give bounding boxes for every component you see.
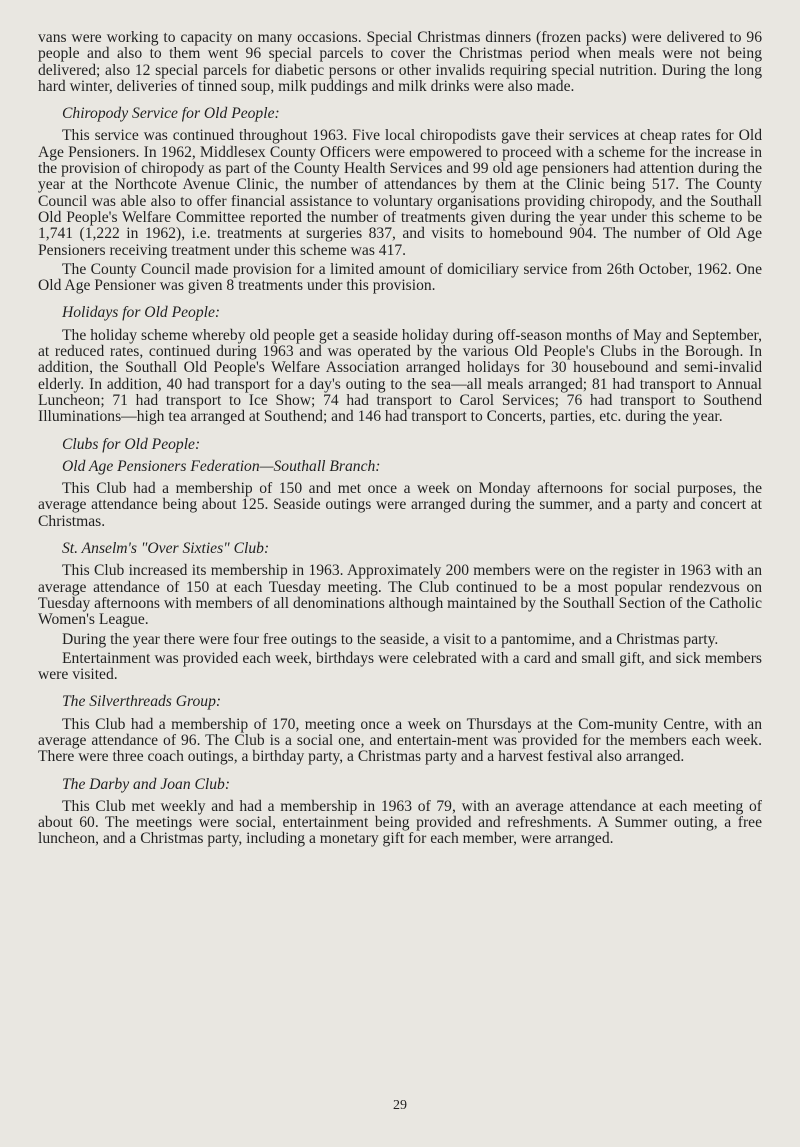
section-paragraph: This Club met weekly and had a membership in 1963 of 79, with an average attendance at each meeting of about 60. The meetings were social, entertainment being provided and refreshments. A Summer outing, a free luncheon, and a Christmas party, including a monetary gift for each member, were arranged. — [38, 797, 762, 848]
section-paragraph: This Club increased its membership in 1963. Approximately 200 members were on the register in 1963 with an average attendance of 150 at each Tuesday meeting. The Club continued to be a most popular rendezvous on Tuesday afternoons with members of all denominations although maintained by the Southall Section of the Catholic Women's League. — [38, 562, 762, 629]
section-paragraph: The County Council made provision for a limited amount of domiciliary service from 26th October, 1962. One Old Age Pensioner was given 8 treatments under this provision. — [38, 260, 762, 295]
section-paragraph: During the year there were four free outings to the seaside, a visit to a pantomime, and a Christmas party. — [62, 630, 719, 648]
section-paragraph: This service was continued throughout 1963. Five local chiropodists gave their services at cheap rates for Old Age Pensioners. In 1962, Middlesex County Officers were empowered to proceed with a scheme for the increase in the provision of chiropody as part of the County Health Services and 99 old age pensioners had attention during the year at the Northcote Avenue Clinic, the number of attendances by them at the Clinic being 517. The County Council was able also to offer financial assistance to voluntary organisations providing chiropody, and the Southall Old People's Welfare Committee reported the number of treatments given during the year under this scheme to be 1,741 (1,222 in 1962), i.e. treatments at surgeries 837, and visits to homebound 904. The number of Old Age Pensioners receiving treatment under this scheme was 417. — [38, 127, 762, 259]
section-heading: The Darby and Joan Club: — [62, 775, 231, 793]
section-paragraph: This Club had a membership of 150 and met once a week on Monday afternoons for social purposes, the average attendance being about 125. Seaside outings were arranged during the summer, and a party and concert at Christmas. — [38, 480, 762, 530]
section-paragraph: The holiday scheme whereby old people get a seaside holiday during off-season months of May and September, at reduced rates, continued during 1963 and was operated by the various Old People's Clubs in the Borough. In addition, the Southall Old People's Welfare Association arranged holidays for 30 housebound and semi-invalid elderly. In addition, 40 had transport for a day's outing to the sea—all meals arranged; 81 had transport to Annual Luncheon; 71 had transport to Ice Show; 74 had transport to Carol Services; 76 had transport to Southend Illuminations—high tea arranged at Southend; and 146 had transport to Concerts, parties, etc. during the year. — [38, 326, 762, 426]
section-paragraph: This Club had a membership of 170, meeting once a week on Thursdays at the Com-munity Centre, with an average attendance of 96. The Club is a social one, and entertain-ment was provided for the members each week. There were three coach outings, a birthday party, a Christmas party and a harvest festival also arranged. — [38, 715, 762, 766]
section-heading: Chiropody Service for Old People: — [62, 105, 280, 123]
section-heading: Clubs for Old People: — [62, 435, 201, 453]
intro-paragraph: vans were working to capacity on many occasions. Special Christmas dinners (frozen packs) were delivered to 96 people and also to them went 96 special parcels to cover the Christmas period when meals were not being delivered; also 12 special parcels for diabetic persons or other invalids requiring special nutrition. During the long hard winter, deliveries of tinned soup, milk puddings and milk drinks were also made. — [38, 29, 762, 95]
section-heading: Holidays for Old People: — [62, 304, 221, 322]
page-number: 29 — [393, 1098, 407, 1113]
section-paragraph: Entertainment was provided each week, birthdays were celebrated with a card and small gift, and sick members were visited. — [38, 649, 762, 684]
section-heading: The Silverthreads Group: — [62, 693, 222, 711]
sections-container — [38, 106, 762, 848]
section-heading: St. Anselm's "Over Sixties" Club: — [62, 540, 270, 558]
section-subheading: Old Age Pensioners Federation—Southall Branch: — [62, 457, 381, 475]
